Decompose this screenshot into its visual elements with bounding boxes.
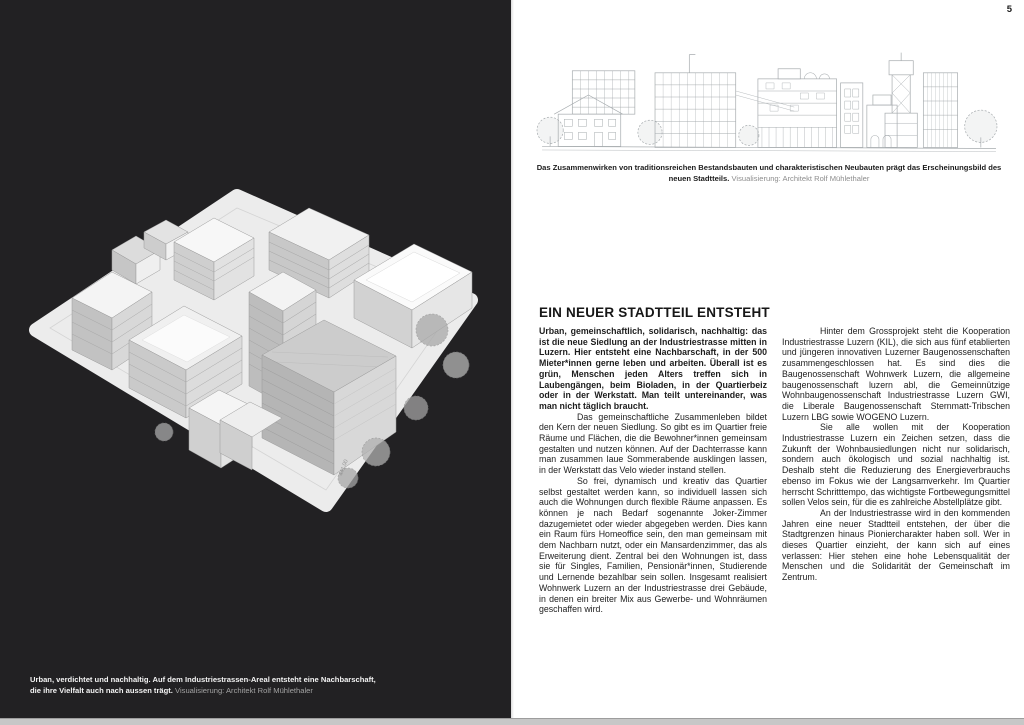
elevation-annotation: 441.00: [338, 458, 350, 477]
tree-sketch-mid1: [638, 120, 662, 144]
page-number: 5: [1006, 4, 1012, 15]
elevation-sketch-illustration: [536, 34, 1000, 156]
caption-credit: Visualisierung: Architekt Rolf Mühlethaler: [731, 174, 870, 183]
desk-background-strip: [0, 718, 1024, 725]
sketch-building-grid-slab: [572, 71, 635, 114]
paragraph: Hinter dem Grossprojekt steht die Kooperation Industriestrasse Luzern (KIL), die sich aus fünf etablierten und jüngeren innovativen Luzerner Baugenossenschaften zusammengeschlossen hat. Es sind dies die Baugenossenschaft Wohnwerk Luzern, die allgemeine baugenossenschaft luzern abl, die Gemeinnützige Wohnbaugenossenschaft Industriestrasse Luzern GWI, die Liberale Baugenossenschaft Sternmatt-Tribschen Luzern LBG sowie WOGENO Luzern.: [782, 326, 1010, 422]
sketch-caption: [532, 162, 1006, 184]
paragraph: Sie alle wollen mit der Kooperation Industriestrasse Luzern ein Zeichen setzen, dass die Zukunft der Wohnbausiedlungen nicht nur solidarisch, sondern auch ökologisch und sozial nachhaltig ist. Deshalb steht die Reduzierung des Energieverbrauchs ebenso im Fokus wie der Langsamverkehr. Im Quartier herrscht Schritttempo, das wichtigste Fortbewegungsmittel sollen Velos sein, für die es zahlreiche Abstellplätze gibt.: [782, 422, 1010, 508]
paragraph-lead: Urban, gemeinschaftlich, solidarisch, nachhaltig: das ist die neue Siedlung an der Industriestrasse mitten in Luzern. Hier entsteht eine Nachbarschaft, in der 500 Mieter*innen gerne leben und arbeiten. Überall ist es grün, Menschen jeden Alters treffen sich in Laubengängen, beim Bioladen, in der Quartierbeiz oder in der Werkstatt. Man teilt untereinander, was man nicht täglich braucht.: [539, 326, 767, 411]
sketch-water-tower: [885, 53, 917, 148]
sketch-building-center: [758, 69, 837, 148]
tree-sketch-left: [537, 117, 563, 146]
paragraph: Das gemeinschaftliche Zusammenleben bildet den Kern der neuen Siedlung. So gibt es im Quartier freie Räume und Flächen, die die Bewohner*innen gemeinsam gestalten und nutzen können. Auf der Dachterrasse kann man zusammen laue Sommerabende ausklingen lassen, in der Werkstatt das Velo wieder instand stellen.: [539, 411, 767, 476]
sketch-building-scaffold: [655, 55, 794, 148]
article-heading: EIN NEUER STADTTEIL ENTSTEHT: [539, 305, 770, 321]
caption-text: Das Zusammenwirken von traditionsreichen Bestandsbauten und charakteristischen Neubauten prägt das Erscheinungsbild des neuen Stadtteils.: [536, 163, 1002, 183]
caption-credit: Visualisierung: Architekt Rolf Mühlethaler: [175, 686, 313, 695]
caption-text: Urban, verdichtet und nachhaltig. Auf dem Industriestrassen-Areal entsteht eine Nachbarschaft, die ihre Vielfalt auch nach aussen trägt.: [30, 675, 376, 695]
left-page: [0, 0, 511, 718]
article-column-1: [539, 326, 767, 615]
paragraph: So frei, dynamisch und kreativ das Quartier selbst gestaltet werden kann, so individuell lassen sich auch die Wohnungen durch flexible Räume anpassen. Es können je nach Bedarf sogenannte Joker-Zimmer dazugemietet oder wieder abgegeben werden. Dies kann ein Raum fürs Homeoffice sein, den man gemeinsam mit dem Nachbarn nutzt, oder ein Mansardenzimmer, das als Erweiterung dient. Zentral bei den Wohnungen ist, dass sie für Singles, Familien, Pensionär*innen, Studierende und Lernende bezahlbar sein sollen. Insgesamt realisiert Wohnwerk Luzern an der Industriestrasse drei Gebäude, in denen ein breiter Mix aus Gewerbe- und Wohnräumen geschaffen wird.: [539, 475, 767, 615]
paragraph: An der Industriestrasse wird in den kommenden Jahren eine neuer Stadtteil entstehen, der über die Stadtgrenzen hinaus Pioniercharakter haben soll. Wer in dieses Quartier einzieht, der kann sich auf eines verlassen: Hier stehen eine hohe Lebensqualität der Menschen und die Solidarität der Gemeinschaft im Zentrum.: [782, 507, 1010, 583]
right-page: [514, 0, 1024, 718]
sketch-building-arches: [867, 95, 897, 147]
tree-sketch-mid2: [739, 125, 759, 145]
left-image-caption: [30, 674, 382, 696]
article-body: [539, 326, 1010, 615]
sketch-building-hatched: [923, 73, 957, 148]
aerial-render-illustration: [24, 180, 498, 520]
article-column-2: [782, 326, 1010, 615]
tree-sketch-right: [965, 110, 997, 147]
sketch-building-narrow: [841, 83, 863, 148]
